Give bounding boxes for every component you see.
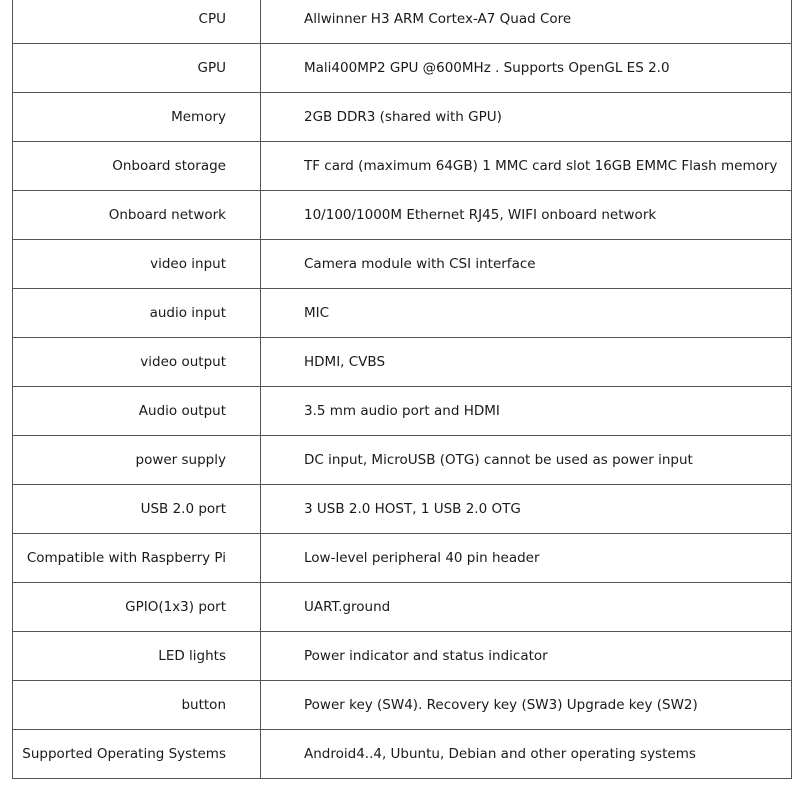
spec-row-button	[13, 681, 792, 730]
spec-value: Low-level peripheral 40 pin header	[261, 534, 792, 583]
spec-row-raspberry-pi-compat	[13, 534, 792, 583]
spec-label: CPU	[13, 0, 261, 44]
spec-label: button	[13, 681, 261, 730]
spec-value: Power indicator and status indicator	[261, 632, 792, 681]
spec-row-onboard-storage	[13, 142, 792, 191]
spec-value: 10/100/1000M Ethernet RJ45, WIFI onboard network	[261, 191, 792, 240]
spec-label: Compatible with Raspberry Pi	[13, 534, 261, 583]
spec-row-power-supply	[13, 436, 792, 485]
spec-value: MIC	[261, 289, 792, 338]
spec-value: 3 USB 2.0 HOST, 1 USB 2.0 OTG	[261, 485, 792, 534]
spec-row-onboard-network	[13, 191, 792, 240]
spec-label: Supported Operating Systems	[13, 730, 261, 779]
spec-row-audio-input	[13, 289, 792, 338]
specifications-table-body	[13, 0, 792, 779]
spec-label: USB 2.0 port	[13, 485, 261, 534]
spec-value: UART.ground	[261, 583, 792, 632]
spec-row-gpio-port	[13, 583, 792, 632]
spec-value: Allwinner H3 ARM Cortex-A7 Quad Core	[261, 0, 792, 44]
spec-row-memory	[13, 93, 792, 142]
spec-label: audio input	[13, 289, 261, 338]
spec-row-cpu	[13, 0, 792, 44]
spec-value: TF card (maximum 64GB) 1 MMC card slot 16GB EMMC Flash memory	[261, 142, 792, 191]
spec-label: video output	[13, 338, 261, 387]
spec-label: Onboard network	[13, 191, 261, 240]
spec-row-video-input	[13, 240, 792, 289]
spec-label: Memory	[13, 93, 261, 142]
spec-value: Camera module with CSI interface	[261, 240, 792, 289]
spec-label: power supply	[13, 436, 261, 485]
spec-row-operating-systems	[13, 730, 792, 779]
spec-value: 2GB DDR3 (shared with GPU)	[261, 93, 792, 142]
spec-label: Audio output	[13, 387, 261, 436]
spec-value: DC input, MicroUSB (OTG) cannot be used as power input	[261, 436, 792, 485]
spec-value: HDMI, CVBS	[261, 338, 792, 387]
spec-label: LED lights	[13, 632, 261, 681]
spec-label: Onboard storage	[13, 142, 261, 191]
spec-row-usb-port	[13, 485, 792, 534]
spec-label: GPU	[13, 44, 261, 93]
spec-row-audio-output	[13, 387, 792, 436]
spec-value: Mali400MP2 GPU @600MHz . Supports OpenGL ES 2.0	[261, 44, 792, 93]
spec-label: video input	[13, 240, 261, 289]
spec-value: Power key (SW4). Recovery key (SW3) Upgrade key (SW2)	[261, 681, 792, 730]
specifications-table	[12, 0, 792, 779]
spec-value: Android4..4, Ubuntu, Debian and other operating systems	[261, 730, 792, 779]
spec-row-led-lights	[13, 632, 792, 681]
spec-value: 3.5 mm audio port and HDMI	[261, 387, 792, 436]
spec-row-gpu	[13, 44, 792, 93]
spec-label: GPIO(1x3) port	[13, 583, 261, 632]
spec-row-video-output	[13, 338, 792, 387]
